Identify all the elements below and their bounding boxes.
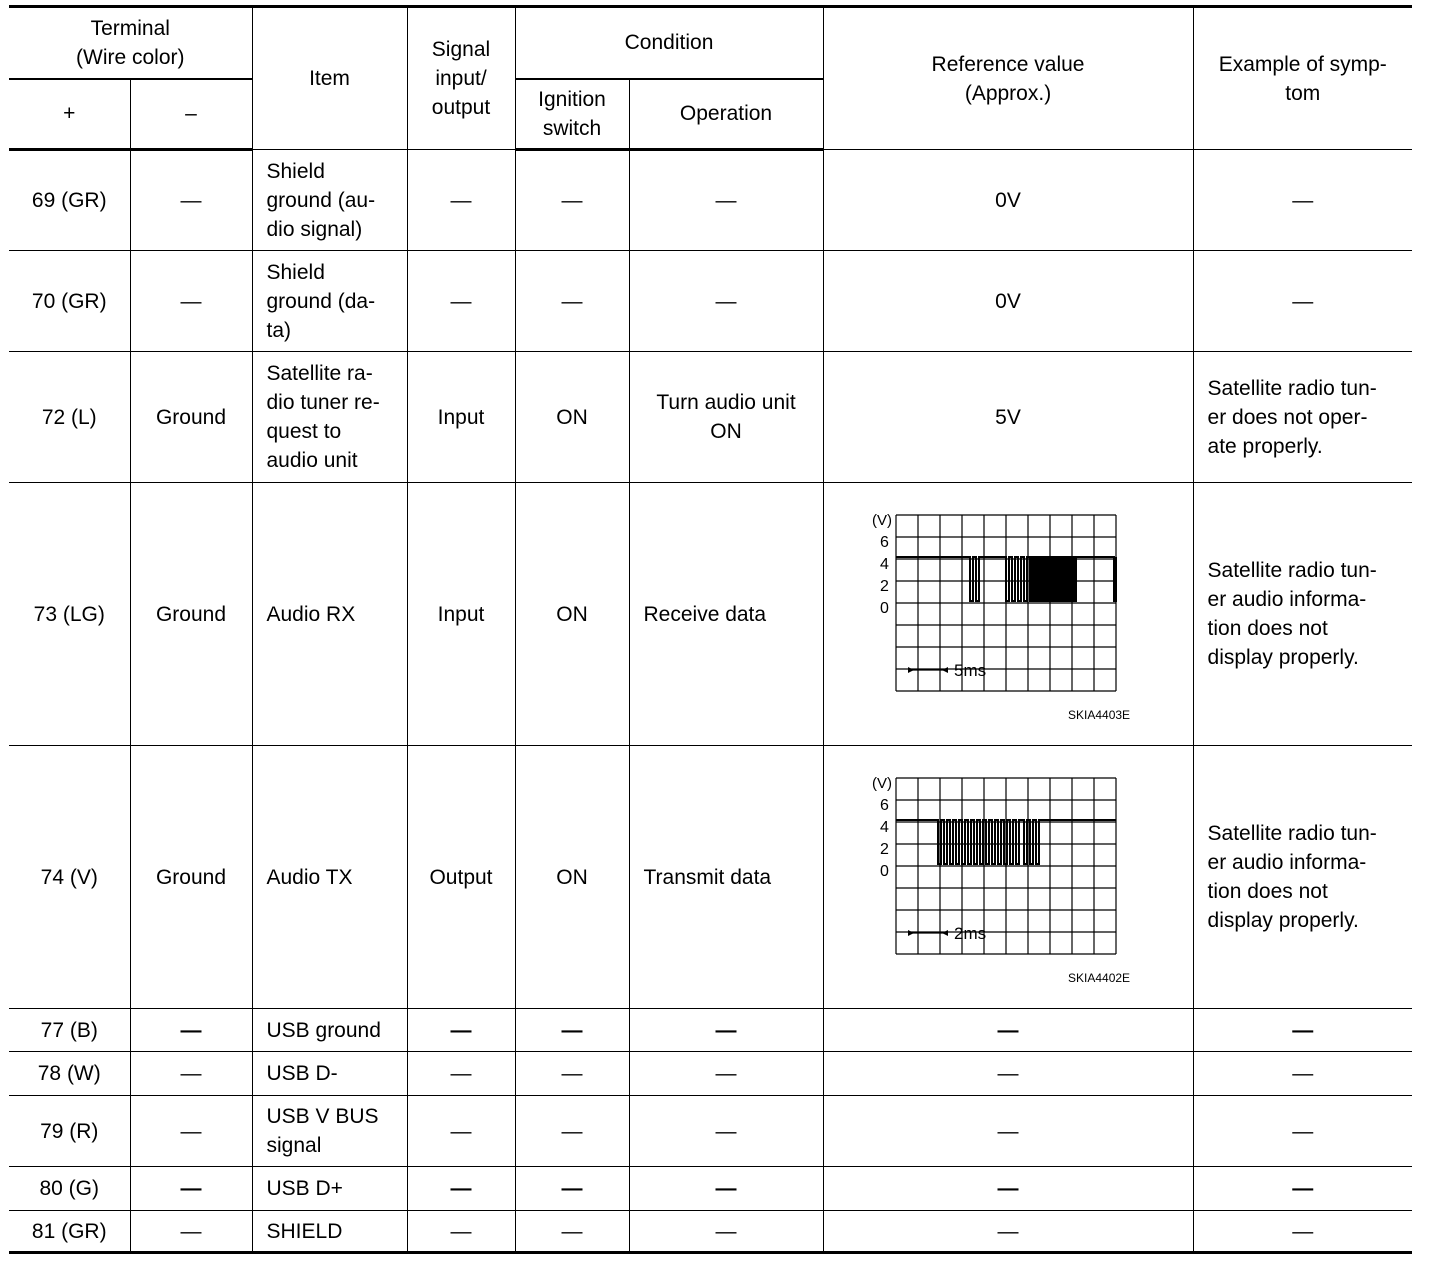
table-row bbox=[9, 251, 1412, 352]
reference-cell: — bbox=[823, 1211, 1193, 1253]
terminal-cell: 73 (LG) bbox=[9, 483, 130, 746]
reference-cell: 5V bbox=[823, 352, 1193, 483]
operation-cell: — bbox=[629, 1211, 823, 1253]
header-signal: Signal input/ output bbox=[407, 7, 515, 150]
reference-cell: — bbox=[823, 1096, 1193, 1167]
item-cell: Shield ground (au- dio signal) bbox=[252, 150, 407, 251]
waveform-tick-0: 0 bbox=[880, 862, 889, 880]
waveform-tick-6: 6 bbox=[880, 796, 889, 814]
terminal-cell: 81 (GR) bbox=[9, 1211, 130, 1253]
symptom-cell: Satellite radio tun- er does not oper- ate properly. bbox=[1193, 352, 1412, 483]
header-condition: Condition bbox=[515, 7, 823, 79]
reference-cell: — bbox=[823, 1167, 1193, 1211]
table-row bbox=[9, 150, 1412, 251]
table-row bbox=[9, 1009, 1412, 1052]
ignition-cell: — bbox=[515, 1009, 629, 1052]
symptom-cell: — bbox=[1193, 150, 1412, 251]
figure-code: SKIA4402E bbox=[1068, 970, 1131, 985]
terminal-cell: 69 (GR) bbox=[9, 150, 130, 251]
signal-cell: — bbox=[407, 1096, 515, 1167]
ignition-cell: — bbox=[515, 251, 629, 352]
operation-cell: Transmit data bbox=[629, 746, 823, 1009]
operation-cell: — bbox=[629, 251, 823, 352]
signal-cell: — bbox=[407, 251, 515, 352]
reference-cell: 0V bbox=[823, 150, 1193, 251]
waveform-time-label: 2ms bbox=[954, 923, 987, 943]
ignition-cell: ON bbox=[515, 746, 629, 1009]
arrow-right-icon bbox=[942, 930, 948, 936]
ignition-cell: ON bbox=[515, 352, 629, 483]
waveform-tick-4: 4 bbox=[880, 555, 889, 573]
item-cell: USB ground bbox=[252, 1009, 407, 1052]
minus-cell: Ground bbox=[130, 483, 252, 746]
terminal-cell: 70 (GR) bbox=[9, 251, 130, 352]
waveform-grid bbox=[896, 515, 1116, 691]
table-row bbox=[9, 1052, 1412, 1096]
reference-cell bbox=[823, 483, 1193, 746]
header-operation: Operation bbox=[629, 79, 823, 150]
minus-cell: — bbox=[130, 1096, 252, 1167]
waveform-time-label: 5ms bbox=[954, 660, 987, 680]
grid-lines bbox=[896, 778, 1116, 954]
minus-cell: — bbox=[130, 1052, 252, 1096]
header-minus: – bbox=[130, 79, 252, 150]
header-item: Item bbox=[252, 7, 407, 150]
minus-cell: Ground bbox=[130, 746, 252, 1009]
operation-cell: — bbox=[629, 1167, 823, 1211]
ignition-cell: — bbox=[515, 1211, 629, 1253]
symptom-cell: — bbox=[1193, 1009, 1412, 1052]
signal-cell: Input bbox=[407, 483, 515, 746]
figure-code: SKIA4403E bbox=[1068, 707, 1131, 722]
waveform-tick-4: 4 bbox=[880, 818, 889, 836]
item-cell: Audio RX bbox=[252, 483, 407, 746]
terminal-cell: 78 (W) bbox=[9, 1052, 130, 1096]
item-cell: Audio TX bbox=[252, 746, 407, 1009]
item-cell: USB V BUS signal bbox=[252, 1096, 407, 1167]
table-row bbox=[9, 1211, 1412, 1253]
signal-cell: — bbox=[407, 1211, 515, 1253]
waveform-signal-trace bbox=[896, 557, 1116, 601]
tx-waveform bbox=[858, 770, 1158, 985]
minus-cell: — bbox=[130, 150, 252, 251]
signal-cell: — bbox=[407, 150, 515, 251]
arrow-right-icon bbox=[942, 667, 948, 673]
symptom-cell: — bbox=[1193, 1052, 1412, 1096]
minus-cell: — bbox=[130, 1211, 252, 1253]
signal-cell: Input bbox=[407, 352, 515, 483]
symptom-cell: — bbox=[1193, 1096, 1412, 1167]
waveform-unit: (V) bbox=[872, 774, 893, 792]
ignition-cell: — bbox=[515, 1052, 629, 1096]
minus-cell: — bbox=[130, 251, 252, 352]
terminal-cell: 72 (L) bbox=[9, 352, 130, 483]
waveform-signal-trace bbox=[896, 820, 1116, 864]
operation-cell: — bbox=[629, 150, 823, 251]
header-terminal: Terminal (Wire color) bbox=[9, 7, 252, 79]
terminal-cell: 80 (G) bbox=[9, 1167, 130, 1211]
signal-cell: Output bbox=[407, 746, 515, 1009]
header-ignition: Ignition switch bbox=[515, 79, 629, 150]
symptom-cell: — bbox=[1193, 1211, 1412, 1253]
operation-cell: — bbox=[629, 1052, 823, 1096]
header-reference: Reference value (Approx.) bbox=[823, 7, 1193, 150]
waveform-grid bbox=[896, 778, 1116, 954]
waveform-tick-2: 2 bbox=[880, 577, 889, 595]
reference-cell: — bbox=[823, 1009, 1193, 1052]
terminal-cell: 74 (V) bbox=[9, 746, 130, 1009]
signal-cell: — bbox=[407, 1052, 515, 1096]
operation-cell: Turn audio unit ON bbox=[629, 352, 823, 483]
operation-cell: — bbox=[629, 1009, 823, 1052]
minus-cell: Ground bbox=[130, 352, 252, 483]
ignition-cell: — bbox=[515, 1167, 629, 1211]
reference-cell bbox=[823, 746, 1193, 1009]
terminal-reference-table bbox=[9, 5, 1412, 1254]
rx-waveform bbox=[858, 507, 1158, 722]
table-row bbox=[9, 1167, 1412, 1211]
ignition-cell: — bbox=[515, 1096, 629, 1167]
arrow-left-icon bbox=[908, 667, 914, 673]
ignition-cell: ON bbox=[515, 483, 629, 746]
signal-cell: — bbox=[407, 1167, 515, 1211]
table-row bbox=[9, 746, 1412, 1009]
arrow-left-icon bbox=[908, 930, 914, 936]
grid-lines bbox=[896, 515, 1116, 691]
symptom-cell: Satellite radio tun- er audio informa- tion does not display properly. bbox=[1193, 746, 1412, 1009]
signal-cell: — bbox=[407, 1009, 515, 1052]
waveform-unit: (V) bbox=[872, 511, 893, 529]
minus-cell: — bbox=[130, 1009, 252, 1052]
item-cell: Shield ground (da- ta) bbox=[252, 251, 407, 352]
symptom-cell: Satellite radio tun- er audio informa- tion does not display properly. bbox=[1193, 483, 1412, 746]
header-plus: + bbox=[9, 79, 130, 150]
waveform-tick-2: 2 bbox=[880, 840, 889, 858]
table-row bbox=[9, 483, 1412, 746]
waveform-tick-0: 0 bbox=[880, 599, 889, 617]
terminal-cell: 79 (R) bbox=[9, 1096, 130, 1167]
symptom-cell: — bbox=[1193, 1167, 1412, 1211]
symptom-cell: — bbox=[1193, 251, 1412, 352]
operation-cell: — bbox=[629, 1096, 823, 1167]
reference-cell: 0V bbox=[823, 251, 1193, 352]
waveform-tick-6: 6 bbox=[880, 533, 889, 551]
operation-cell: Receive data bbox=[629, 483, 823, 746]
reference-cell: — bbox=[823, 1052, 1193, 1096]
item-cell: SHIELD bbox=[252, 1211, 407, 1253]
table-row bbox=[9, 352, 1412, 483]
ignition-cell: — bbox=[515, 150, 629, 251]
terminal-cell: 77 (B) bbox=[9, 1009, 130, 1052]
item-cell: USB D- bbox=[252, 1052, 407, 1096]
header-symptom: Example of symp- tom bbox=[1193, 7, 1412, 150]
minus-cell: — bbox=[130, 1167, 252, 1211]
table-row bbox=[9, 1096, 1412, 1167]
item-cell: USB D+ bbox=[252, 1167, 407, 1211]
item-cell: Satellite ra- dio tuner re- quest to audio unit bbox=[252, 352, 407, 483]
